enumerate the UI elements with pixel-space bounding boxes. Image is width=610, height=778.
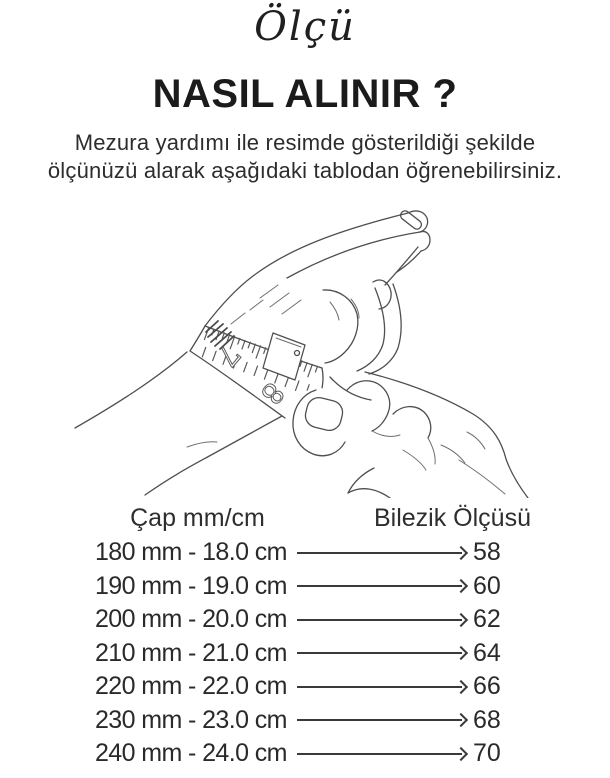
bracelet-size-value: 66 (473, 672, 501, 701)
diameter-value: 230 mm - 23.0 cm (95, 705, 287, 734)
arrow-line (297, 746, 465, 762)
page-title: NASIL ALINIR ? (152, 72, 458, 116)
tape-number-7: 7 (210, 337, 247, 373)
bracelet-size-value: 64 (473, 638, 501, 667)
arrow-head-icon (454, 613, 468, 627)
size-table (95, 500, 535, 771)
size-table-row (95, 737, 535, 771)
size-table-row (95, 570, 535, 604)
script-title: Ölçü (254, 4, 356, 50)
diameter-column-header: Çap mm/cm (130, 503, 265, 532)
arrow-line (297, 712, 465, 728)
size-table-row (95, 704, 535, 738)
arrow-head-icon (454, 747, 468, 761)
bracelet-size-column-header: Bilezik Ölçüsü (374, 503, 531, 532)
instructions-text (0, 129, 610, 184)
size-table-body (95, 536, 535, 771)
bracelet-size-value: 60 (473, 571, 501, 600)
pinching-hand (289, 284, 528, 498)
size-table-row (95, 536, 535, 570)
size-table-row (95, 670, 535, 704)
arrow-head-icon (454, 579, 468, 593)
bracelet-size-value: 68 (473, 705, 501, 734)
size-table-header (95, 500, 535, 536)
instructions-line-2: ölçünüzü alarak aşağıdaki tablodan öğrenebilirsiniz. (47, 157, 563, 183)
diameter-value: 220 mm - 22.0 cm (95, 672, 287, 701)
tape-number-8: 8 (254, 375, 291, 411)
bracelet-size-value: 70 (473, 739, 501, 768)
diameter-value: 240 mm - 24.0 cm (95, 739, 287, 768)
arrow-head-icon (454, 546, 468, 560)
diameter-value: 210 mm - 21.0 cm (95, 638, 287, 667)
bracelet-size-value: 62 (473, 605, 501, 634)
tape-end-clip (263, 333, 305, 380)
arrow-line (297, 578, 465, 594)
size-table-row (95, 603, 535, 637)
forearm-outline (75, 352, 282, 495)
diameter-value: 180 mm - 18.0 cm (95, 538, 287, 567)
instructions-line-1: Mezura yardımı ile resimde gösterildiği şekilde (74, 130, 536, 155)
arrow-line (297, 612, 465, 628)
arrow-head-icon (454, 646, 468, 660)
arrow-line (297, 645, 465, 661)
arrow-line (297, 679, 465, 695)
arrow-line (297, 545, 465, 561)
wrist-tape-measure-illustration (35, 202, 555, 498)
size-table-row (95, 637, 535, 671)
arrow-head-icon (454, 713, 468, 727)
diameter-value: 190 mm - 19.0 cm (95, 571, 287, 600)
diameter-value: 200 mm - 20.0 cm (95, 605, 287, 634)
bracelet-size-value: 58 (473, 538, 501, 567)
arrow-head-icon (454, 680, 468, 694)
